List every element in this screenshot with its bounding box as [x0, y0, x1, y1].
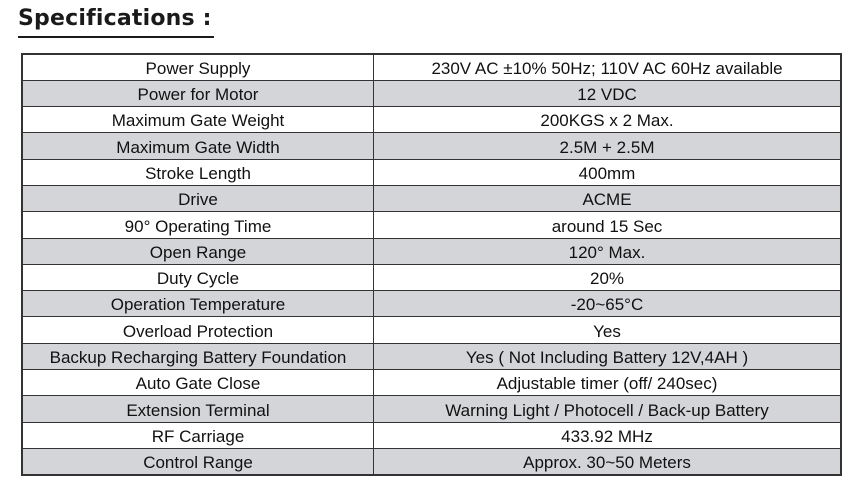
page-title: Specifications : [18, 6, 212, 31]
spec-value: 12 VDC [374, 80, 842, 106]
spec-value: 20% [374, 264, 842, 290]
spec-label: Operation Temperature [22, 291, 374, 317]
table-row [22, 317, 841, 343]
spec-value: around 15 Sec [374, 212, 842, 238]
spec-value: Yes ( Not Including Battery 12V,4AH ) [374, 343, 842, 369]
table-row [22, 291, 841, 317]
spec-label: Maximum Gate Width [22, 133, 374, 159]
table-row [22, 396, 841, 422]
table-row [22, 80, 841, 106]
specifications-table-body [22, 54, 841, 475]
spec-value: Warning Light / Photocell / Back-up Battery [374, 396, 842, 422]
spec-label: Duty Cycle [22, 264, 374, 290]
spec-value: 400mm [374, 159, 842, 185]
spec-label: RF Carriage [22, 422, 374, 448]
spec-value: 230V AC ±10% 50Hz; 110V AC 60Hz available [374, 54, 842, 80]
spec-label: Control Range [22, 448, 374, 474]
spec-label: 90° Operating Time [22, 212, 374, 238]
spec-label: Drive [22, 185, 374, 211]
spec-label: Stroke Length [22, 159, 374, 185]
table-row [22, 212, 841, 238]
spec-label: Extension Terminal [22, 396, 374, 422]
table-row [22, 107, 841, 133]
table-row [22, 159, 841, 185]
table-row [22, 370, 841, 396]
spec-label: Overload Protection [22, 317, 374, 343]
table-row [22, 54, 841, 80]
spec-label: Power Supply [22, 54, 374, 80]
table-row [22, 264, 841, 290]
spec-value: -20~65°C [374, 291, 842, 317]
title-underline [18, 36, 214, 38]
spec-value: 200KGS x 2 Max. [374, 107, 842, 133]
table-row [22, 238, 841, 264]
spec-value: Adjustable timer (off/ 240sec) [374, 370, 842, 396]
spec-value: Approx. 30~50 Meters [374, 448, 842, 474]
spec-value: 2.5M + 2.5M [374, 133, 842, 159]
spec-label: Maximum Gate Weight [22, 107, 374, 133]
table-row [22, 343, 841, 369]
spec-label: Open Range [22, 238, 374, 264]
table-row [22, 422, 841, 448]
spec-label: Auto Gate Close [22, 370, 374, 396]
spec-value: 433.92 MHz [374, 422, 842, 448]
table-row [22, 448, 841, 474]
spec-value: ACME [374, 185, 842, 211]
spec-value: Yes [374, 317, 842, 343]
table-row [22, 133, 841, 159]
spec-label: Backup Recharging Battery Foundation [22, 343, 374, 369]
spec-label: Power for Motor [22, 80, 374, 106]
specifications-table [21, 53, 842, 476]
spec-value: 120° Max. [374, 238, 842, 264]
table-row [22, 185, 841, 211]
